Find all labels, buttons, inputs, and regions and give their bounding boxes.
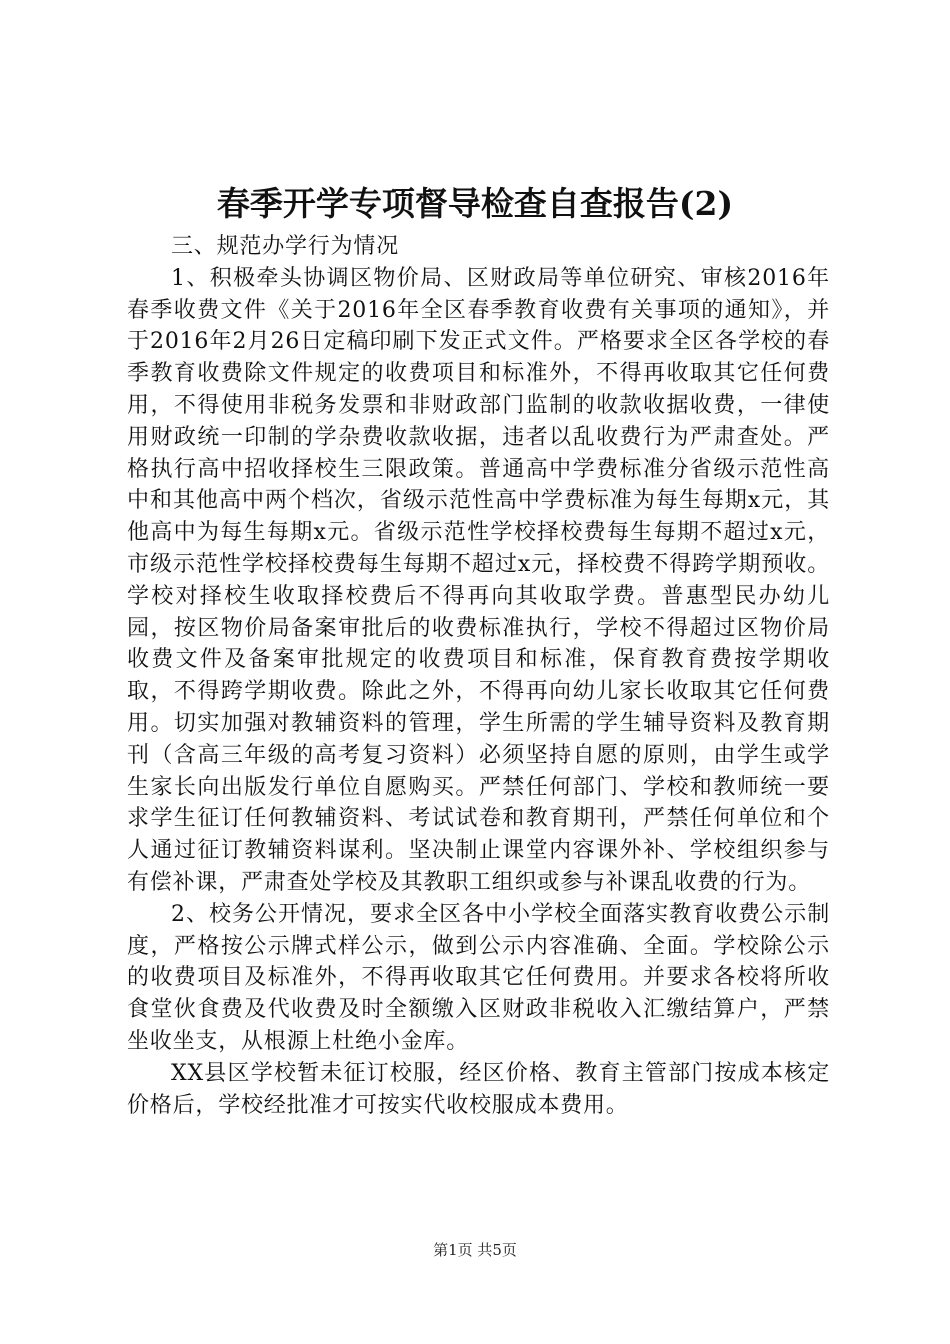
paragraph-fee-regulation: 1、积极牵头协调区物价局、区财政局等单位研究、审核2016年春季收费文件《关于2016年全区春季教育收费有关事项的通知》，并于2016年2月26日定稿印刷下发正式文件。严格要求全区各学校的春季教育收费除文件规定的收费项目和标准外，不得再收取其它任何费用，不得使用非税务发票和非财政部门监制的收款收据收费，一律使用财政统一印制的学杂费收款收据，违者以乱收费行为严肃查处。严格执行高中招收择校生三限政策。普通高中学费标准分省级示范性高中和其他高中两个档次，省级示范性高中学费标准为每生每期x元，其他高中为每生每期x元。省级示范性学校择校费每生每期不超过x元，市级示范性学校择校费每生每期不超过x元，择校费不得跨学期预收。学校对择校生收取择校费后不得再向其收取学费。普惠型民办幼儿园，按区物价局备案审批后的收费标准执行，学校不得超过区物价局收费文件及备案审批规定的收费项目和标准，保育教育费按学期收取，不得跨学期收费。除此之外，不得再向幼儿家长收取其它任何费用。切实加强对教辅资料的管理，学生所需的学生辅导资料及教育期刊（含高三年级的高考复习资料）必须坚持自愿的原则，由学生或学生家长向出版发行单位自愿购买。严禁任何部门、学校和教师统一要求学生征订任何教辅资料、考试试卷和教育期刊，严禁任何单位和个人通过征订教辅资料谋利。坚决制止课堂内容课外补、学校组织参与有偿补课，严肃查处学校及其教职工组织或参与补课乱收费的行为。: [127, 265, 830, 895]
document-body: [127, 231, 830, 1121]
paragraph-school-affairs: 2、校务公开情况，要求全区各中小学校全面落实教育收费公示制度，严格按公示牌式样公示，做到公示内容准确、全面。学校除公示的收费项目及标准外，不得再收取其它任何费用。并要求各校将所收食堂伙食费及代收费及时全额缴入区财政非税收入汇缴结算户，严禁坐收坐支，从根源上杜绝小金库。: [127, 901, 830, 1054]
document-title: 春季开学专项督导检查自查报告(2): [216, 184, 734, 223]
section-heading: 三、规范办学行为情况: [171, 234, 400, 259]
paragraph-uniform: XX县区学校暂未征订校服，经区价格、教育主管部门按成本核定价格后，学校经批准才可按实代收校服成本费用。: [127, 1060, 830, 1118]
page-number: 第1页 共5页: [433, 1241, 517, 1259]
